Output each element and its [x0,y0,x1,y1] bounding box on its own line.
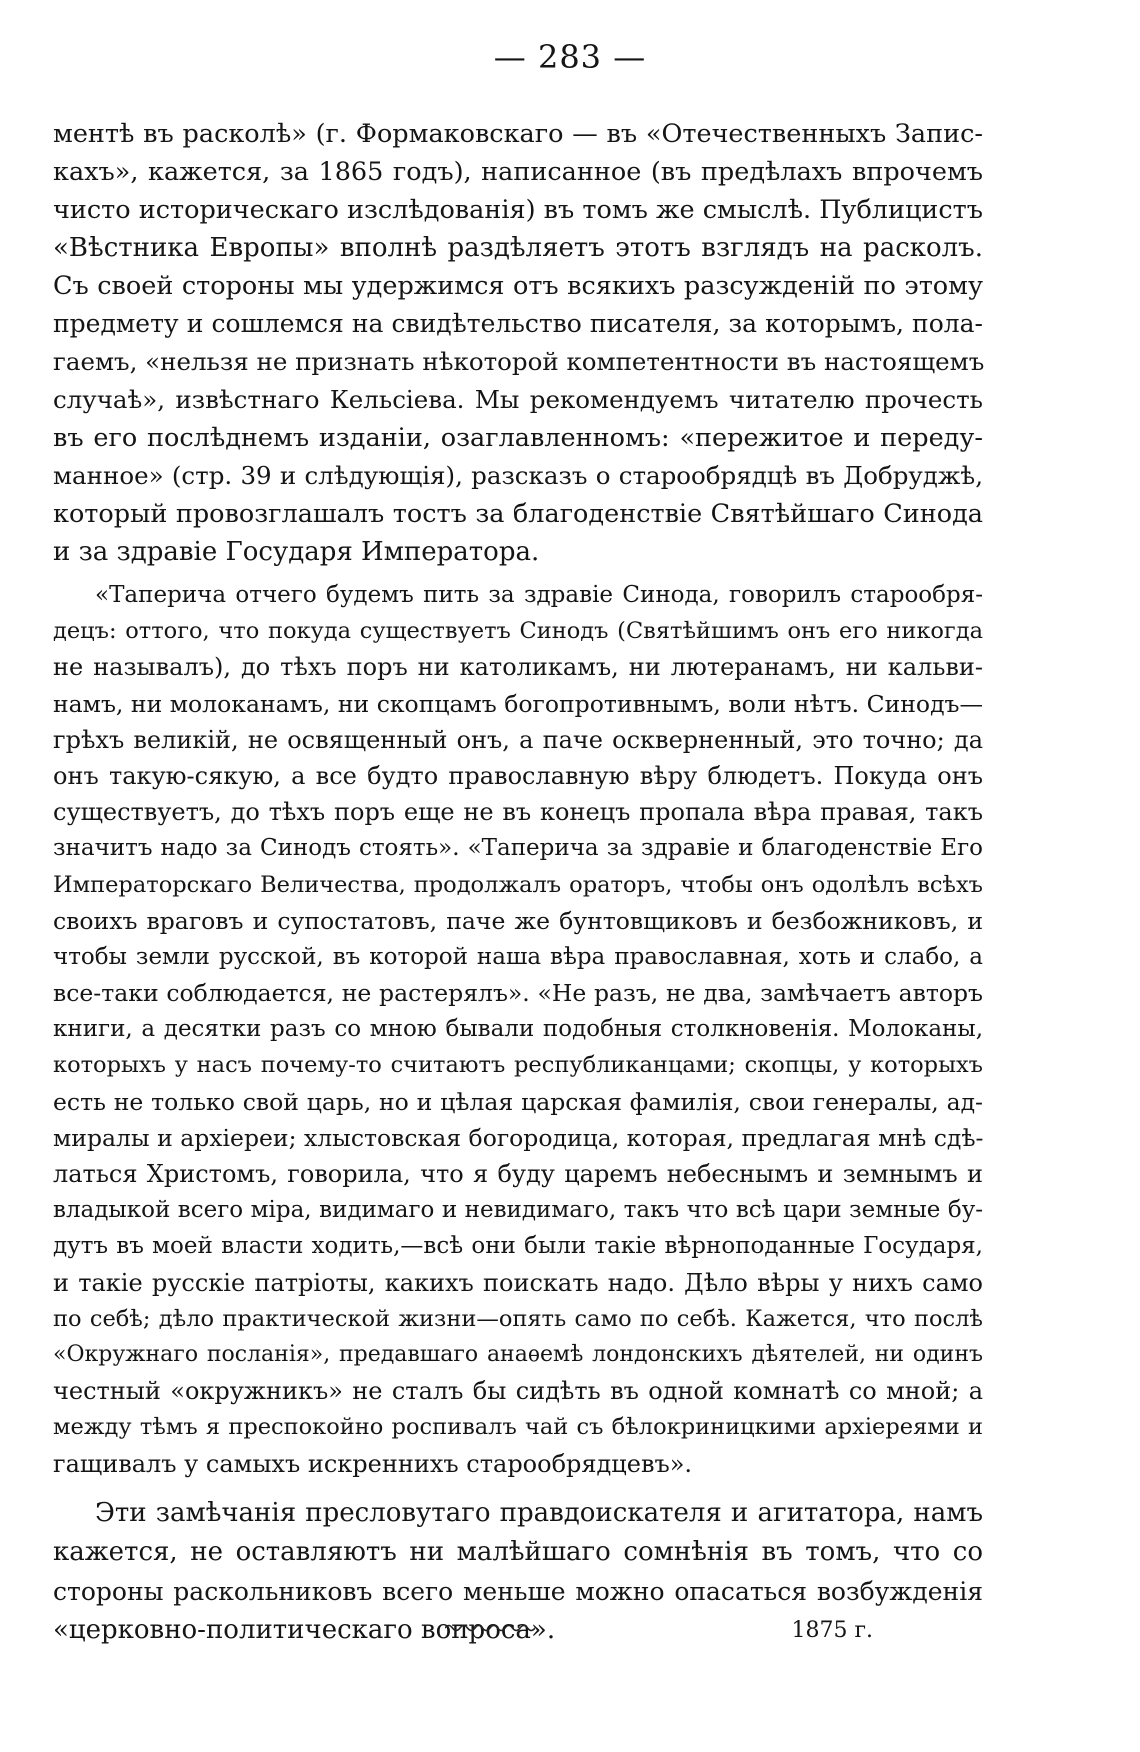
text-line: чтобы земли русской, въ которой наша вѣра православная, хоть и слабо, а [53,943,983,970]
text-line: между тѣмъ я преспокойно роспивалъ чай съ бѣлокриницкими архіереями и [53,1414,983,1441]
text-line: манное» (стр. 39 и слѣдующія), разсказъ о старообрядцѣ въ Добруджѣ, [53,461,983,490]
text-line: по себѣ; дѣло практической жизни—опять само по себѣ. Кажется, что послѣ [53,1305,983,1332]
paragraph-quote [53,577,983,1482]
text-line: онъ такую-сякую, а все будто православную вѣру блюдетъ. Покуда онъ [53,761,983,790]
text-line: грѣхъ великій, не освященный онъ, а паче оскверненный, это точно; да [53,725,983,754]
text-line: Императорскаго Величества, продолжалъ ораторъ, чтобы онъ одолѣлъ всѣхъ [53,871,983,898]
text-line: случаѣ», извѣстнаго Кельсіева. Мы рекомендуемъ читателю прочесть [53,385,983,414]
text-line: децъ: оттого, что покуда существуетъ Синодъ (Святѣйшимъ онъ его никогда [53,618,983,645]
text-line: гаемъ, «нельзя не признать нѣкоторой компетентности въ настоящемъ [53,347,985,376]
wavy-rule-ornament [445,1622,535,1634]
text-line: въ его послѣднемъ изданіи, озаглавленномъ: «пережитое и переду- [53,423,983,453]
text-line: не называлъ), до тѣхъ поръ ни католикамъ, ни лютеранамъ, ни кальви- [53,653,983,682]
text-line: миралы и архіереи; хлыстовская богородица, которая, предлагая мнѣ сдѣ- [53,1123,984,1152]
text-line: которыхъ у насъ почему-то считаютъ республиканцами; скопцы, у которыхъ [53,1052,983,1079]
text-line: существуетъ, до тѣхъ поръ еще не въ конецъ пропала вѣра правая, такъ [53,798,983,827]
text-line: «Окружнаго посланія», предавшаго анаѳемѣ лондонскихъ дѣятелей, ни одинъ [53,1341,983,1367]
text-line: кажется, не оставляютъ ни малѣйшаго сомнѣнія въ томъ, что со [53,1536,983,1567]
text-line: ментѣ въ расколѣ» (г. Формаковскаго — въ «Отечественныхъ Запис- [53,119,983,149]
text-line: латься Христомъ, говорила, что я буду царемъ небеснымъ и земнымъ и [53,1160,983,1188]
text-line: дутъ въ моей власти ходить,—всѣ они были такіе вѣрноподанные Государя, [53,1233,983,1260]
paragraph-intro [53,115,983,571]
year-mark: 1875 г. [791,1617,873,1643]
text-line: «Таперича отчего будемъ пить за здравіе Синода, говорилъ старообря- [95,582,983,608]
text-line: который провозглашалъ тостъ за благоденствіе Святѣйшаго Синода [53,499,983,529]
text-line: все-таки соблюдается, не растерялъ». «Не разъ, не два, замѣчаетъ авторъ [53,979,983,1008]
page-body [53,115,983,1650]
text-line: есть не только свой царь, но и цѣлая царская фамилія, свои генералы, ад- [53,1087,983,1116]
text-line: честный «окружникъ» не сталъ бы сидѣть въ одной комнатѣ со мной; а [53,1377,983,1406]
text-line: предмету и сошлемся на свидѣтельство писателя, за которымъ, пола- [53,309,983,338]
text-line: кахъ», кажется, за 1865 годъ), написанное (въ предѣлахъ впрочемъ [53,157,983,187]
text-line: «Вѣстника Европы» вполнѣ раздѣляетъ этотъ взглядъ на расколъ. [53,233,983,263]
text-line: стороны раскольниковъ всего меньше можно опасаться возбужденія [53,1576,983,1606]
text-line: Эти замѣчанія пресловутаго правдоискателя и агитатора, намъ [95,1497,983,1528]
text-line: чисто историческаго изслѣдованія) въ томъ же смыслѣ. Публицистъ [53,195,983,225]
text-line: гащивалъ у самыхъ искреннихъ старообрядцевъ». [53,1449,693,1478]
text-line: и такіе русскіе патріоты, какихъ поискать надо. Дѣло вѣры у нихъ само [53,1268,983,1297]
text-line: и за здравіе Государя Императора. [53,537,540,567]
page-number: — 283 — [493,38,647,76]
text-line: «церковно-политическаго вопроса». [53,1614,556,1645]
text-line: владыкой всего міра, видимаго и невидимаго, такъ что всѣ цари земные бу- [53,1197,983,1224]
text-line: намъ, ни молоканамъ, ни скопцамъ богопротивнымъ, воли нѣтъ. Синодъ— [53,689,983,718]
text-line: своихъ враговъ и супостатовъ, паче же бунтовщиковъ и безбожниковъ, и [53,906,983,935]
text-line: книги, а десятки разъ со мною бывали подобныя столкновенія. Молоканы, [53,1016,983,1043]
text-line: значитъ надо за Синодъ стоять». «Таперича за здравіе и благоденствіе Его [53,835,983,862]
text-line: Съ своей стороны мы удержимся отъ всякихъ разсужденій по этому [53,271,983,301]
